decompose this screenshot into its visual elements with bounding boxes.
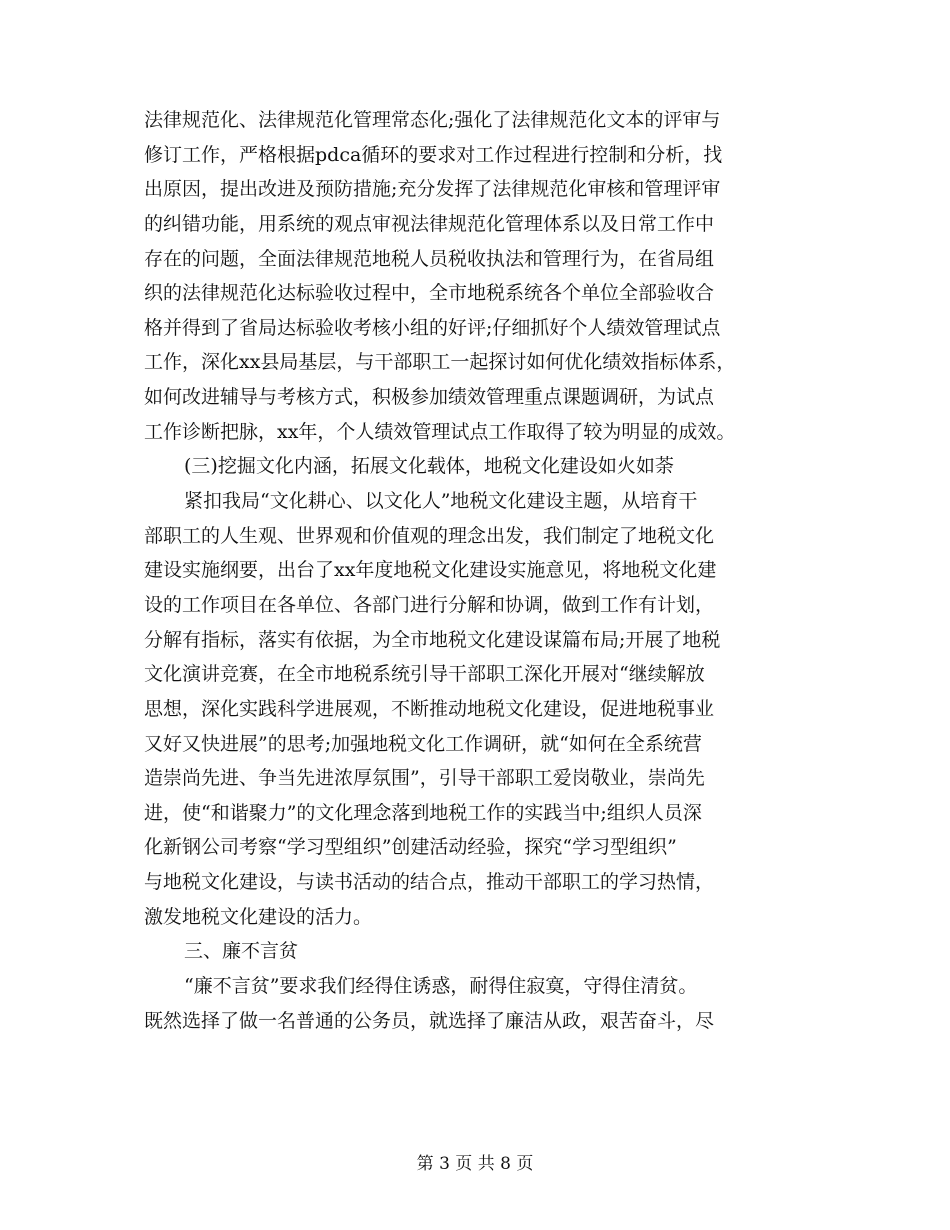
text-line: 与地税文化建设，与读书活动的结合点，推动干部职工的学习热情，	[144, 871, 715, 894]
text-line: 激发地税文化建设的活力。	[144, 905, 373, 928]
text-line: 又好又快进展”的思考;加强地税文化工作调研，就“如何在全系统营	[144, 732, 702, 755]
text-line: 工作，深化xx县局基层，与干部职工一起探讨如何优化绩效指标体系，	[144, 351, 736, 374]
text-line: 设的工作项目在各单位、各部门进行分解和协调，做到工作有计划，	[144, 593, 715, 616]
text-line: 化新钢公司考察“学习型组织”创建活动经验，探究“学习型组织”	[144, 836, 677, 859]
text-line: 思想，深化实践科学进展观，不断推动地税文化建设，促进地税事业	[144, 697, 715, 720]
text-line: 出原因，提出改进及预防措施;充分发挥了法律规范化审核和管理评审	[144, 178, 721, 201]
text-line: 文化演讲竞赛，在全市地税系统引导干部职工深化开展对“继续解放	[144, 663, 705, 686]
text-line: 如何改进辅导与考核方式，积极参加绩效管理重点课题调研，为试点	[144, 386, 715, 409]
text-line: 存在的问题，全面法律规范地税人员税收执法和管理行为，在省局组	[144, 247, 715, 270]
text-line: 分解有指标，落实有依据，为全市地税文化建设谋篇布局;开展了地税	[144, 628, 721, 651]
text-line: 建设实施纲要，出台了xx年度地税文化建设实施意见，将地税文化建	[144, 559, 717, 582]
text-line: 既然选择了做一名普通的公务员，就选择了廉洁从政，艰苦奋斗，尽	[144, 1009, 715, 1032]
paragraph-start: 紧扣我局“文化耕心、以文化人”地税文化建设主题，从培育干	[184, 490, 698, 513]
document-body	[144, 103, 824, 1038]
section-heading: (三)挖掘文化内涵，拓展文化载体，地税文化建设如火如荼	[184, 455, 674, 478]
text-line: 织的法律规范化达标验收过程中，全市地税系统各个单位全部验收合	[144, 282, 715, 305]
paragraph-start: “廉不言贫”要求我们经得住诱惑，耐得住寂寞，守得住清贫。	[184, 975, 698, 998]
text-line: 格并得到了省局达标验收考核小组的好评;仔细抓好个人绩效管理试点	[144, 316, 721, 339]
text-line: 法律规范化、法律规范化管理常态化;强化了法律规范化文本的评审与	[144, 109, 721, 131]
page-number-footer: 第 3 页 共 8 页	[416, 1154, 534, 1174]
text-line: 的纠错功能，用系统的观点审视法律规范化管理体系以及日常工作中	[144, 212, 715, 235]
text-line: 部职工的人生观、世界观和价值观的理念出发，我们制定了地税文化	[144, 524, 715, 547]
text-line: 进，使“和谐聚力”的文化理念落到地税工作的实践当中;组织人员深	[144, 801, 702, 824]
text-line: 修订工作，严格根据pdca循环的要求对工作过程进行控制和分析，找	[144, 143, 723, 166]
text-line: 工作诊断把脉，xx年，个人绩效管理试点工作取得了较为明显的成效。	[144, 420, 736, 443]
section-heading: 三、廉不言贫	[184, 940, 299, 963]
text-line: 造崇尚先进、争当先进浓厚氛围”，引导干部职工爱岗敬业，崇尚先	[144, 767, 705, 790]
